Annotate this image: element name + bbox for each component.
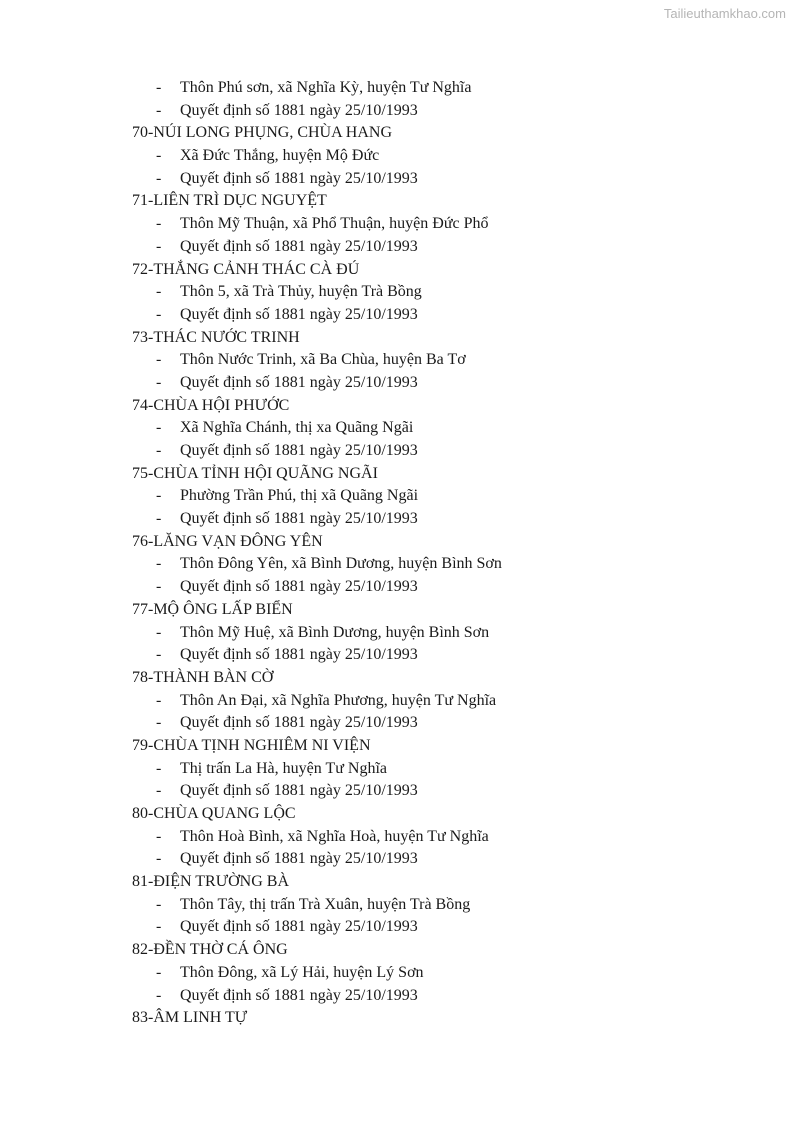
list-item	[132, 848, 772, 871]
bullet-dash: -	[156, 101, 162, 119]
list-item	[132, 644, 772, 667]
list-item-text: Quyết định số 1881 ngày 25/10/1993	[180, 510, 418, 528]
list-item	[132, 77, 772, 100]
list-item	[132, 304, 772, 327]
list-item-text: Quyết định số 1881 ngày 25/10/1993	[180, 918, 418, 936]
list-item	[132, 349, 772, 372]
list-item	[132, 780, 772, 803]
list-item-text: Thôn Nước Trinh, xã Ba Chùa, huyện Ba Tơ	[180, 351, 466, 369]
list-item	[132, 622, 772, 645]
list-item-text: Xã Đức Thắng, huyện Mộ Đức	[180, 147, 380, 165]
bullet-dash: -	[156, 305, 162, 323]
list-item	[132, 440, 772, 463]
entry-title: 82-ĐỀN THỜ CÁ ÔNG	[132, 941, 288, 959]
list-item	[132, 962, 772, 985]
list-item	[132, 690, 772, 713]
list-item-text: Quyết định số 1881 ngày 25/10/1993	[180, 714, 418, 732]
entry-title: 76-LĂNG VẠN ĐÔNG YÊN	[132, 532, 323, 550]
bullet-dash: -	[156, 442, 162, 459]
bullet-dash: -	[156, 986, 162, 1004]
entry-title: 73-THÁC NƯỚC TRINH	[132, 328, 300, 346]
entry-title: 70-NÚI LONG PHỤNG, CHÙA HANG	[132, 124, 392, 142]
entry-title: 77-MỘ ÔNG LẤP BIỂN	[132, 600, 293, 618]
list-item	[132, 485, 772, 508]
bullet-dash: -	[156, 555, 162, 573]
watermark: Tailieuthamkhao.com	[663, 6, 786, 21]
list-item	[132, 168, 772, 191]
list-item-text: Thôn An Đại, xã Nghĩa Phương, huyện Tư Nghĩa	[180, 691, 497, 709]
list-item	[132, 826, 772, 849]
list-item-text: Thôn Phú sơn, xã Nghĩa Kỳ, huyện Tư Nghĩa	[180, 79, 472, 96]
list-item-text: Quyết định số 1881 ngày 25/10/1993	[180, 373, 418, 391]
list-item-text: Thôn 5, xã Trà Thủy, huyện Trà Bồng	[180, 283, 422, 301]
entry-title: 71-LIÊN TRÌ DỤC NGUYỆT	[132, 192, 327, 210]
bullet-dash: -	[156, 237, 162, 255]
bullet-dash: -	[156, 578, 162, 596]
list-item-text: Quyết định số 1881 ngày 25/10/1993	[180, 305, 418, 323]
bullet-dash: -	[156, 147, 162, 165]
entry-title: 80-CHÙA QUANG LỘC	[132, 805, 296, 822]
bullet-dash: -	[156, 373, 162, 391]
list-item	[132, 712, 772, 735]
bullet-dash: -	[156, 623, 162, 641]
list-item-text: Xã Nghĩa Chánh, thị xa Quãng Ngãi	[180, 419, 414, 437]
bullet-dash: -	[156, 782, 162, 800]
bullet-dash: -	[156, 918, 162, 936]
entry-title: 72-THẮNG CẢNH THÁC CÀ ĐÚ	[132, 260, 360, 278]
list-item-text: Quyết định số 1881 ngày 25/10/1993	[180, 101, 418, 119]
bullet-dash: -	[156, 283, 162, 301]
list-item-text: Thị trấn La Hà, huyện Tư Nghĩa	[180, 759, 387, 777]
list-item-text: Quyết định số 1881 ngày 25/10/1993	[180, 442, 418, 459]
list-item	[132, 213, 772, 236]
list-item	[132, 758, 772, 781]
bullet-dash: -	[156, 691, 162, 709]
bullet-dash: -	[156, 487, 162, 505]
bullet-dash: -	[156, 215, 162, 233]
list-item-text: Thôn Mỹ Huệ, xã Bình Dương, huyện Bình Sơn	[180, 623, 490, 641]
bullet-dash: -	[156, 759, 162, 777]
bullet-dash: -	[156, 963, 162, 981]
list-item-text: Quyết định số 1881 ngày 25/10/1993	[180, 782, 418, 800]
entry-title: 78-THÀNH BÀN CỜ	[132, 668, 274, 686]
list-item-text: Quyết định số 1881 ngày 25/10/1993	[180, 850, 418, 868]
bullet-dash: -	[156, 895, 162, 913]
list-item	[132, 894, 772, 917]
list-item-text: Thôn Tây, thị trấn Trà Xuân, huyện Trà Bồng	[180, 895, 471, 913]
bullet-dash: -	[156, 169, 162, 187]
bullet-dash: -	[156, 850, 162, 868]
list-item-text: Thôn Đông Yên, xã Bình Dương, huyện Bình Sơn	[180, 555, 502, 573]
entry-title: 74-CHÙA HỘI PHƯỚC	[132, 396, 290, 414]
bullet-dash: -	[156, 714, 162, 732]
list-item	[132, 576, 772, 599]
list-item	[132, 553, 772, 576]
bullet-dash: -	[156, 646, 162, 664]
list-item-text: Thôn Mỹ Thuận, xã Phổ Thuận, huyện Đức Phổ	[180, 215, 489, 233]
list-item	[132, 100, 772, 123]
entry-title: 79-CHÙA TỊNH NGHIÊM NI VIỆN	[132, 736, 371, 754]
bullet-dash: -	[156, 419, 162, 437]
list-item-text: Phường Trần Phú, thị xã Quãng Ngãi	[180, 487, 419, 505]
list-item-text: Quyết định số 1881 ngày 25/10/1993	[180, 646, 418, 664]
list-item-text: Quyết định số 1881 ngày 25/10/1993	[180, 986, 418, 1004]
list-item	[132, 145, 772, 168]
bullet-dash: -	[156, 351, 162, 369]
list-item	[132, 508, 772, 531]
bullet-dash: -	[156, 827, 162, 845]
entry-title: 75-CHÙA TỈNH HỘI QUÃNG NGÃI	[132, 464, 378, 482]
list-item	[132, 281, 772, 304]
list-item-text: Quyết định số 1881 ngày 25/10/1993	[180, 578, 418, 596]
document-body	[132, 77, 772, 1030]
list-item-text: Quyết định số 1881 ngày 25/10/1993	[180, 169, 418, 187]
entry-title: 81-ĐIỆN TRƯỜNG BÀ	[132, 873, 289, 891]
entry-title: 83-ÂM LINH TỰ	[132, 1009, 248, 1027]
list-item-text: Thôn Hoà Bình, xã Nghĩa Hoà, huyện Tư Nghĩa	[180, 827, 489, 845]
list-item	[132, 236, 772, 259]
list-item-text: Thôn Đông, xã Lý Hải, huyện Lý Sơn	[180, 963, 424, 981]
list-item	[132, 372, 772, 395]
list-item	[132, 985, 772, 1008]
list-item	[132, 417, 772, 440]
bullet-dash: -	[156, 510, 162, 528]
list-item	[132, 916, 772, 939]
list-item-text: Quyết định số 1881 ngày 25/10/1993	[180, 237, 418, 255]
bullet-dash: -	[156, 79, 162, 96]
